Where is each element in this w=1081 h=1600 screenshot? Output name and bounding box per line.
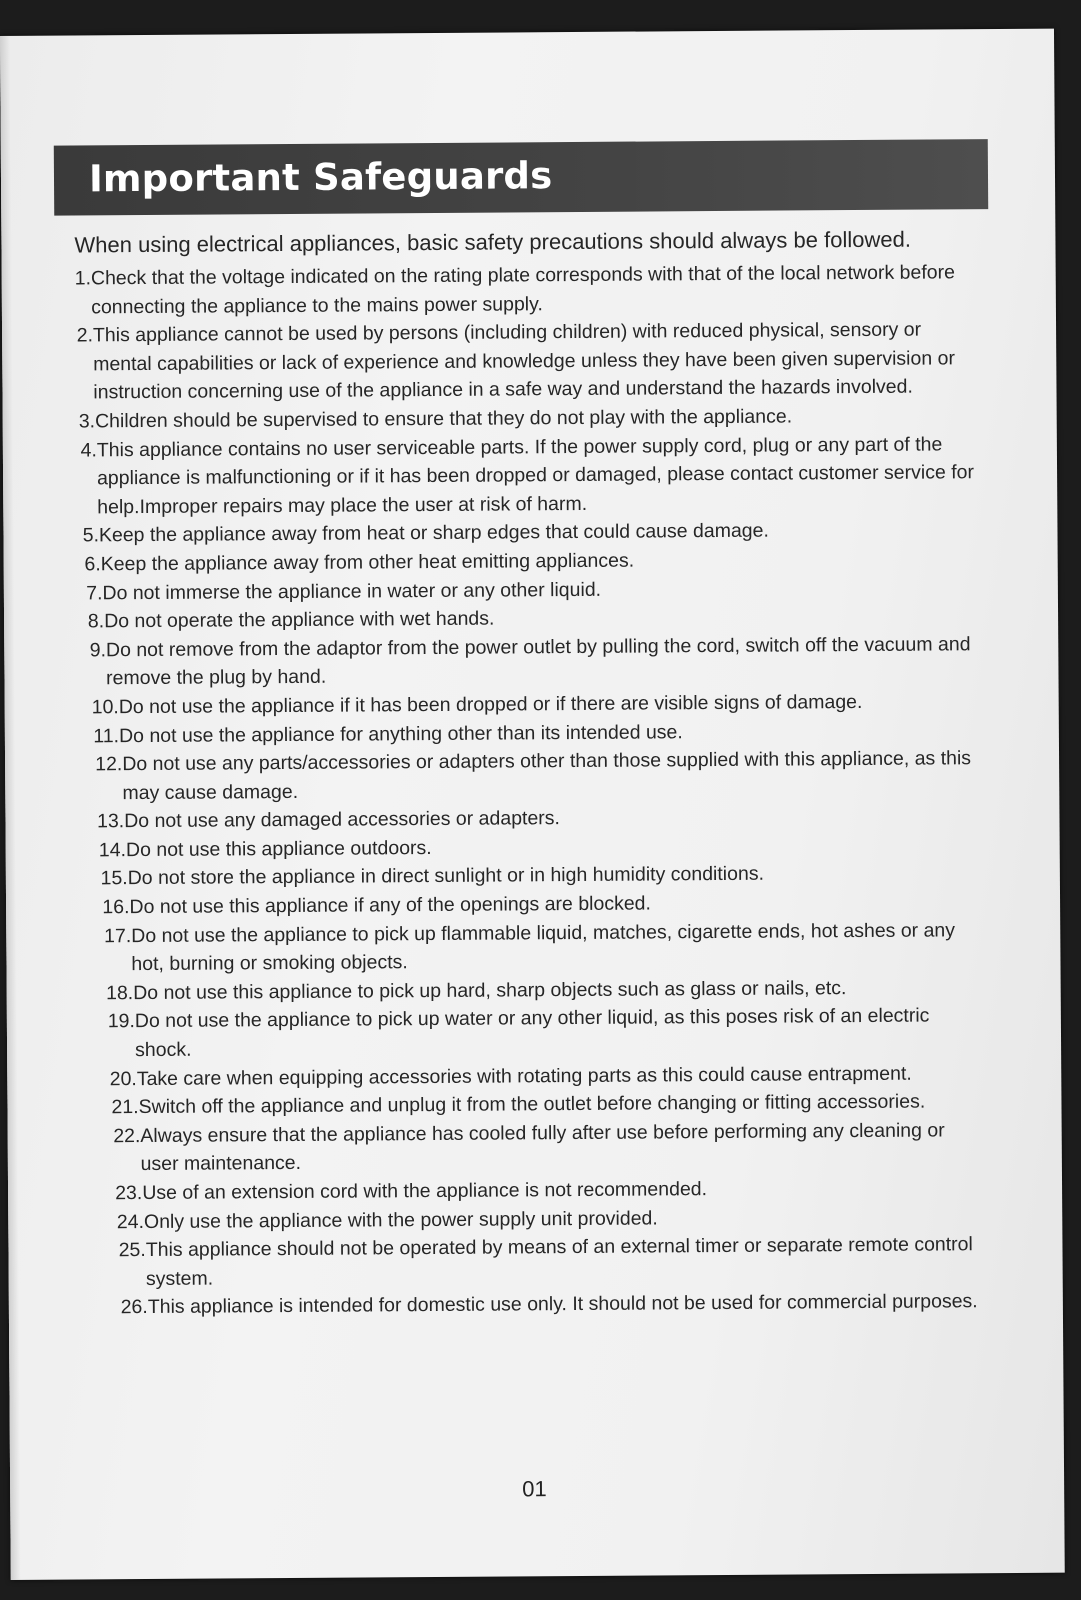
safeguard-text: Keep the appliance away from heat or sharp edges that could cause damage. bbox=[98, 519, 769, 547]
safeguard-item bbox=[75, 258, 975, 321]
safeguard-text: Do not immerse the appliance in water or any other liquid. bbox=[102, 578, 602, 604]
safeguard-number: 5. bbox=[82, 524, 100, 547]
safeguard-item bbox=[81, 1116, 981, 1179]
safeguard-text: Check that the voltage indicated on the rating plate corresponds with that of the local network before connecting the appliance to the mains power supply. bbox=[90, 261, 955, 318]
safeguard-number: 13. bbox=[97, 810, 125, 833]
safeguard-item bbox=[82, 1288, 982, 1323]
safeguard-number: 18. bbox=[105, 981, 134, 1005]
safeguard-number: 16. bbox=[102, 896, 130, 919]
safeguard-text: Do not use the appliance to pick up water or any other liquid, as this poses risk of an electric shock. bbox=[134, 1004, 930, 1062]
section-title: Important Safeguards bbox=[88, 154, 553, 201]
safeguard-text: Switch off the appliance and unplug it from the outlet before changing or fitting accessories. bbox=[138, 1090, 926, 1119]
safeguard-text: Children should be supervised to ensure that they do not play with the appliance. bbox=[94, 405, 793, 433]
safeguard-number: 2. bbox=[76, 324, 94, 347]
safeguard-number: 21. bbox=[111, 1096, 139, 1119]
safeguard-number: 20. bbox=[109, 1067, 137, 1090]
safeguard-number: 7. bbox=[86, 581, 103, 604]
safeguard-text: Take care when equipping accessories with rotating parts as this could cause entrapment. bbox=[136, 1062, 912, 1090]
safeguard-number: 24. bbox=[116, 1210, 145, 1233]
safeguard-number: 12. bbox=[95, 753, 123, 776]
safeguards-content bbox=[74, 223, 982, 1322]
safeguard-text: Do not store the appliance in direct sunlight or in high humidity conditions. bbox=[127, 863, 765, 890]
safeguard-number: 9. bbox=[89, 638, 107, 662]
safeguard-text: This appliance cannot be used by persons (including children) with reduced physical, sensory or mental capabilities or lack of experience and knowledge unless they have been given supervision or instruction concerning use of the appliance in a safe way and understand the hazards involved. bbox=[92, 318, 955, 404]
page-number: 01 bbox=[522, 1476, 547, 1502]
safeguard-item bbox=[78, 744, 978, 807]
safeguard-text: Do not use the appliance for anything other than its intended use. bbox=[118, 720, 683, 747]
safeguard-number: 8. bbox=[87, 610, 105, 633]
safeguard-text: Always ensure that the appliance has cooled fully after use before performing any cleaning or user maintenance. bbox=[140, 1119, 945, 1176]
safeguard-number: 14. bbox=[98, 839, 127, 862]
safeguard-number: 11. bbox=[93, 724, 120, 747]
safeguard-text: This appliance is intended for domestic use only. It should not be used for commercial purposes. bbox=[147, 1290, 978, 1319]
safeguard-text: Keep the appliance away from other heat emitting appliances. bbox=[100, 549, 635, 576]
safeguard-text: Do not use any damaged accessories or adapters. bbox=[124, 807, 561, 833]
safeguard-text: This appliance should not be operated by means of an external timer or separate remote control system. bbox=[145, 1233, 973, 1290]
safeguards-list bbox=[75, 258, 982, 1322]
safeguard-item bbox=[79, 916, 979, 979]
safeguard-number: 22. bbox=[113, 1124, 141, 1148]
safeguard-number: 25. bbox=[118, 1239, 146, 1262]
safeguard-number: 10. bbox=[91, 696, 119, 719]
safeguard-text: Do not operate the appliance with wet hands. bbox=[104, 607, 495, 633]
intro-text: When using electrical appliances, basic safety precautions should always be followed. bbox=[74, 226, 911, 258]
safeguard-number: 19. bbox=[107, 1010, 135, 1033]
safeguard-text: Do not use this appliance outdoors. bbox=[125, 836, 432, 862]
safeguard-number: 23. bbox=[115, 1182, 143, 1205]
safeguard-item bbox=[80, 1002, 980, 1065]
safeguard-number: 4. bbox=[80, 438, 97, 462]
page-fold-shadow bbox=[0, 36, 21, 1580]
safeguard-text: Do not use the appliance to pick up flammable liquid, matches, cigarette ends, hot ashes or any hot, burning or smoking objects. bbox=[131, 919, 956, 976]
safeguard-number: 17. bbox=[104, 924, 132, 947]
safeguard-text: Do not remove from the adaptor from the power outlet by pulling the cord, switch off the vacuum and remove the plug by hand. bbox=[105, 632, 971, 690]
safeguard-text: Do not use the appliance if it has been dropped or if there are visible signs of damage. bbox=[118, 690, 863, 719]
safeguard-number: 15. bbox=[100, 867, 128, 890]
safeguard-number: 1. bbox=[74, 267, 92, 290]
safeguard-item bbox=[81, 1230, 981, 1293]
safeguard-text: Do not use any parts/accessories or adapters other than those supplied with this appliance, as this may cause damage. bbox=[122, 747, 972, 804]
safeguard-text: Do not use this appliance if any of the openings are blocked. bbox=[129, 892, 651, 919]
manual-page bbox=[0, 29, 1065, 1580]
safeguard-item bbox=[77, 630, 977, 693]
safeguard-item bbox=[76, 430, 977, 522]
safeguard-number: 6. bbox=[84, 553, 101, 576]
safeguard-text: Use of an extension cord with the appliance is not recommended. bbox=[142, 1178, 708, 1205]
safeguard-number: 3. bbox=[78, 410, 96, 433]
safeguard-text: This appliance contains no user serviceable parts. If the power supply cord, plug or any part of the appliance is malfunctioning or if it has been dropped or damaged, please contact customer service for help.Improper repairs may place the user at risk of harm. bbox=[96, 432, 975, 519]
section-header-bar bbox=[54, 139, 988, 216]
safeguard-text: Do not use this appliance to pick up hard, sharp objects such as glass or nails, etc. bbox=[133, 976, 847, 1004]
safeguard-number: 26. bbox=[120, 1296, 148, 1319]
safeguard-text: Only use the appliance with the power supply unit provided. bbox=[143, 1207, 658, 1233]
safeguard-item bbox=[75, 315, 976, 407]
